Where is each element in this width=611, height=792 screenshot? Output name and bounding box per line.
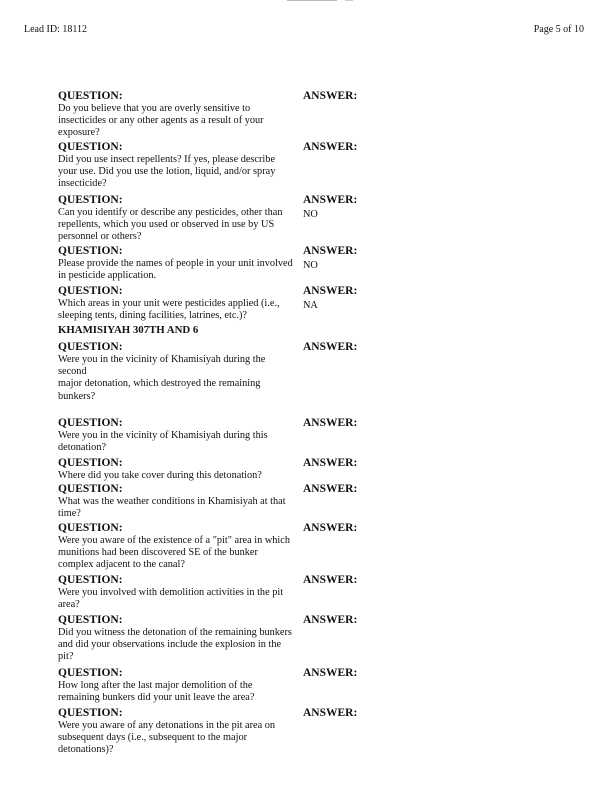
question-text: Where did you take cover during this detonation? (58, 470, 262, 481)
question-text: Do you believe that you are overly sensitive to insecticides or any other agents as a result of your exposure? (58, 103, 264, 139)
answer-label: ANSWER: (303, 483, 358, 495)
qa-item-12 (58, 614, 378, 664)
answer-label: ANSWER: (303, 141, 358, 153)
question-label: QUESTION: (58, 141, 123, 153)
qa-item-11 (58, 574, 378, 611)
question-text: Please provide the names of people in your unit involved in pesticide application. (58, 258, 293, 282)
answer-label: ANSWER: (303, 574, 358, 586)
qa-item-6 (58, 341, 378, 403)
answer-label: ANSWER: (303, 614, 358, 626)
question-label: QUESTION: (58, 457, 123, 469)
question-text: Can you identify or describe any pesticides, other than repellents, which you used or observed in use by US personnel or others? (58, 207, 283, 243)
answer-label: ANSWER: (303, 90, 358, 102)
question-text: Were you in the vicinity of Khamisiyah during the second major detonation, which destroyed the remaining bunkers? (58, 354, 266, 402)
question-label: QUESTION: (58, 707, 123, 719)
question-label: QUESTION: (58, 417, 123, 429)
section-heading: KHAMISIYAH 307TH AND 6 (58, 324, 199, 336)
question-label: QUESTION: (58, 522, 123, 534)
question-text: Were you in the vicinity of Khamisiyah during this detonation? (58, 430, 268, 454)
question-text: How long after the last major demolition of the remaining bunkers did your unit leave the area? (58, 680, 255, 704)
question-text: What was the weather conditions in Khamisiyah at that time? (58, 496, 286, 520)
answer-label: ANSWER: (303, 417, 358, 429)
question-label: QUESTION: (58, 90, 123, 102)
question-label: QUESTION: (58, 341, 123, 353)
page-number: Page 5 of 10 (533, 24, 584, 35)
qa-item-4 (58, 245, 378, 282)
qa-item-9 (58, 483, 378, 520)
question-label: QUESTION: (58, 614, 123, 626)
qa-item-13 (58, 667, 378, 704)
answer-value: NO (303, 260, 318, 271)
answer-label: ANSWER: (303, 522, 358, 534)
answer-label: ANSWER: (303, 457, 358, 469)
qa-item-14 (58, 707, 378, 757)
question-label: QUESTION: (58, 285, 123, 297)
lead-id: Lead ID: 18112 (24, 24, 87, 35)
qa-item-3 (58, 194, 378, 244)
question-text: Which areas in your unit were pesticides applied (i.e., sleeping tents, dining facilities, latrines, etc.)? (58, 298, 280, 322)
qa-item-1 (58, 90, 378, 140)
question-text: Were you involved with demolition activities in the pit area? (58, 587, 284, 611)
question-label: QUESTION: (58, 194, 123, 206)
answer-label: ANSWER: (303, 667, 358, 679)
question-text: Were you aware of any detonations in the pit area on subsequent days (i.e., subsequent to the major detonations)? (58, 720, 276, 756)
qa-item-10 (58, 522, 378, 572)
question-text: Did you witness the detonation of the remaining bunkers and did your observations include the explosion in the pit? (58, 627, 292, 663)
answer-label: ANSWER: (303, 285, 358, 297)
question-text: Were you aware of the existence of a "pit" area in which munitions had been discovered SE of the bunker complex adjacent to the canal? (58, 535, 291, 571)
qa-item-7 (58, 417, 378, 454)
answer-value: NA (303, 300, 318, 311)
answer-label: ANSWER: (303, 194, 358, 206)
question-label: QUESTION: (58, 574, 123, 586)
answer-value: NO (303, 209, 318, 220)
answer-label: ANSWER: (303, 341, 358, 353)
qa-item-2 (58, 141, 378, 191)
answer-label: ANSWER: (303, 245, 358, 257)
question-label: QUESTION: (58, 667, 123, 679)
top-mark (345, 0, 353, 1)
question-text: Did you use insect repellents? If yes, please describe your use. Did you use the lotion, liquid, and/or spray insecticide? (58, 154, 276, 190)
top-rule (287, 0, 337, 1)
qa-item-5 (58, 285, 378, 322)
qa-item-8 (58, 457, 378, 482)
answer-label: ANSWER: (303, 707, 358, 719)
question-label: QUESTION: (58, 483, 123, 495)
question-label: QUESTION: (58, 245, 123, 257)
